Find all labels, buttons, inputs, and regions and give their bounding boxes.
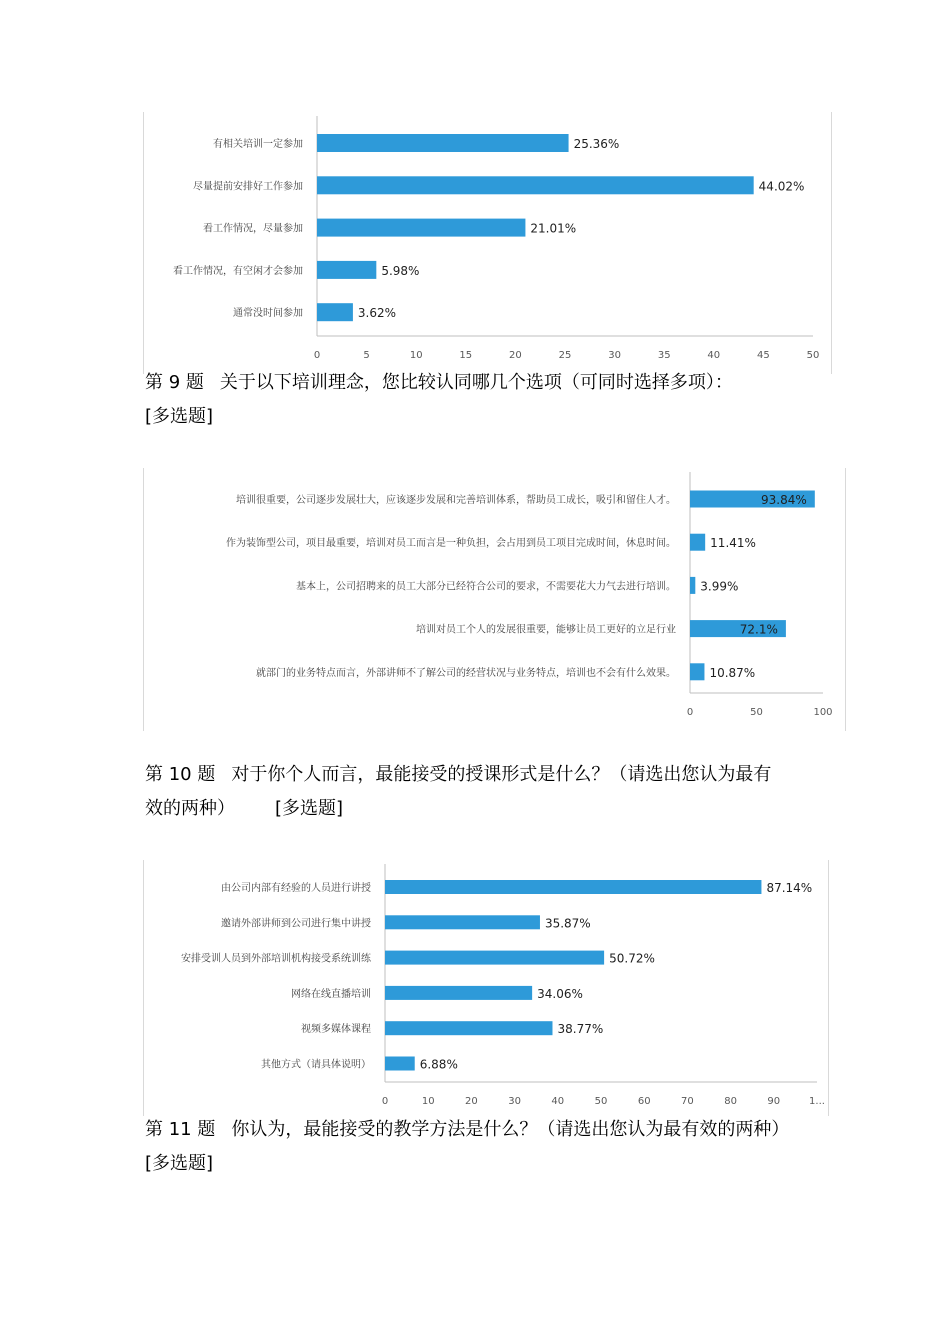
bar xyxy=(317,261,376,279)
question-10-number: 第 10 题 xyxy=(145,764,216,785)
question-11-number: 第 11 题 xyxy=(145,1119,216,1140)
chart-1-svg xyxy=(143,112,832,374)
category-label: 有相关培训一定参加 xyxy=(213,139,303,150)
question-11-text: 你认为，最能接受的教学方法是什么？（请选出您认为最有效的两种） xyxy=(231,1119,790,1140)
x-tick-label: 100 xyxy=(813,707,833,718)
data-label: 87.14% xyxy=(766,881,813,895)
bar xyxy=(317,219,525,237)
bar xyxy=(690,534,705,551)
x-tick-label: 15 xyxy=(459,350,473,361)
category-label: 其他方式（请具体说明） xyxy=(261,1059,371,1071)
bar xyxy=(317,303,353,321)
x-tick-label: 30 xyxy=(508,1096,521,1107)
x-tick-label: 70 xyxy=(681,1096,694,1107)
chart-2-svg xyxy=(143,468,846,731)
data-label: 50.72% xyxy=(609,951,655,966)
x-tick-label: 0 xyxy=(313,350,321,361)
category-label: 尽量提前安排好工作参加 xyxy=(193,181,303,193)
data-label: 38.77% xyxy=(557,1022,604,1037)
bar xyxy=(385,1057,415,1071)
question-9 xyxy=(145,366,733,400)
bar xyxy=(385,915,540,929)
category-label: 视频多媒体课程 xyxy=(301,1024,371,1036)
bar xyxy=(385,1021,552,1035)
bar xyxy=(317,176,754,194)
x-tick-label: 5 xyxy=(363,350,370,361)
chart-training-concepts xyxy=(143,468,846,731)
question-10-line2 xyxy=(145,792,343,826)
data-label: 5.98% xyxy=(381,263,420,278)
bar xyxy=(317,134,569,152)
category-label: 培训很重要，公司逐步发展壮大，应该逐步发展和完善培训体系，帮助员工成长，吸引和留住人才。 xyxy=(236,495,676,506)
x-tick-label: 35 xyxy=(657,350,671,361)
bar xyxy=(385,880,761,894)
question-9-type xyxy=(145,400,213,434)
data-label: 11.41% xyxy=(710,536,756,551)
question-10 xyxy=(145,758,771,792)
x-tick-label: 0 xyxy=(381,1096,389,1107)
x-tick-label: 60 xyxy=(637,1096,651,1107)
question-9-text: 关于以下培训理念，您比较认同哪几个选项（可同时选择多项）： xyxy=(219,372,733,393)
category-label: 作为装饰型公司，项目最重要，培训对员工而言是一种负担，会占用到员工项目完成时间，休息时间。 xyxy=(226,538,676,550)
chart-attendance xyxy=(143,112,832,374)
data-label: 44.02% xyxy=(758,179,805,194)
x-tick-label: 25 xyxy=(558,350,572,361)
bar xyxy=(690,663,704,680)
x-tick-label: 30 xyxy=(608,350,621,361)
bar xyxy=(690,577,695,594)
x-tick-label: 90 xyxy=(767,1096,781,1107)
category-label: 安排受训人员到外部培训机构接受系统训练 xyxy=(181,953,371,965)
question-10-type-label: [多选题] xyxy=(275,798,344,819)
data-label: 93.84% xyxy=(761,493,807,507)
x-tick-label: 50 xyxy=(750,707,763,718)
question-11-type xyxy=(145,1147,213,1181)
chart-3-svg xyxy=(143,860,829,1116)
data-label: 35.87% xyxy=(544,916,591,931)
data-label: 10.87% xyxy=(709,665,756,680)
question-9-type-label: [多选题] xyxy=(145,406,214,427)
category-label: 看工作情况，尽量参加 xyxy=(203,223,303,235)
x-tick-label: 20 xyxy=(509,350,522,361)
category-label: 网络在线直播培训 xyxy=(291,988,371,1000)
category-label: 就部门的业务特点而言，外部讲师不了解公司的经营状况与业务特点，培训也不会有什么效果。 xyxy=(256,667,676,679)
data-label: 3.99% xyxy=(700,579,739,594)
data-label: 25.36% xyxy=(573,137,620,151)
x-tick-label: 45 xyxy=(757,350,770,361)
category-label: 培训对员工个人的发展很重要，能够让员工更好的立足行业 xyxy=(416,624,676,636)
question-9-number: 第 9 题 xyxy=(145,372,204,393)
category-label: 由公司内部有经验的人员进行讲授 xyxy=(221,883,371,894)
x-tick-label: 50 xyxy=(594,1096,608,1107)
data-label: 72.1% xyxy=(739,622,778,637)
data-label: 34.06% xyxy=(537,986,583,1001)
data-label: 3.62% xyxy=(357,306,397,321)
x-tick-label: 20 xyxy=(465,1096,478,1107)
question-10-text-2: 效的两种） xyxy=(145,798,235,819)
bar xyxy=(385,986,532,1000)
category-label: 看工作情况，有空闲才会参加 xyxy=(173,265,303,277)
question-11-type-label: [多选题] xyxy=(145,1153,214,1174)
chart-teaching-format xyxy=(143,860,829,1116)
x-tick-label: 80 xyxy=(724,1096,737,1107)
question-11 xyxy=(145,1113,789,1147)
category-label: 邀请外部讲师到公司进行集中讲授 xyxy=(221,918,371,930)
category-label: 通常没时间参加 xyxy=(233,308,303,320)
data-label: 21.01% xyxy=(530,221,577,236)
x-tick-label: 0 xyxy=(686,707,694,718)
x-tick-label: 10 xyxy=(421,1096,435,1107)
x-tick-label: 50 xyxy=(806,350,820,361)
x-tick-label: 10 xyxy=(409,350,423,361)
x-tick-label: 40 xyxy=(707,350,721,361)
bar xyxy=(385,951,604,965)
data-label: 6.88% xyxy=(419,1057,458,1072)
category-label: 基本上，公司招聘来的员工大部分已经符合公司的要求，不需要花大力气去进行培训。 xyxy=(296,581,676,593)
question-10-text: 对于你个人而言，最能接受的授课形式是什么？（请选出您认为最有 xyxy=(231,764,772,785)
x-tick-label: 1... xyxy=(809,1096,825,1107)
x-tick-label: 40 xyxy=(551,1096,565,1107)
